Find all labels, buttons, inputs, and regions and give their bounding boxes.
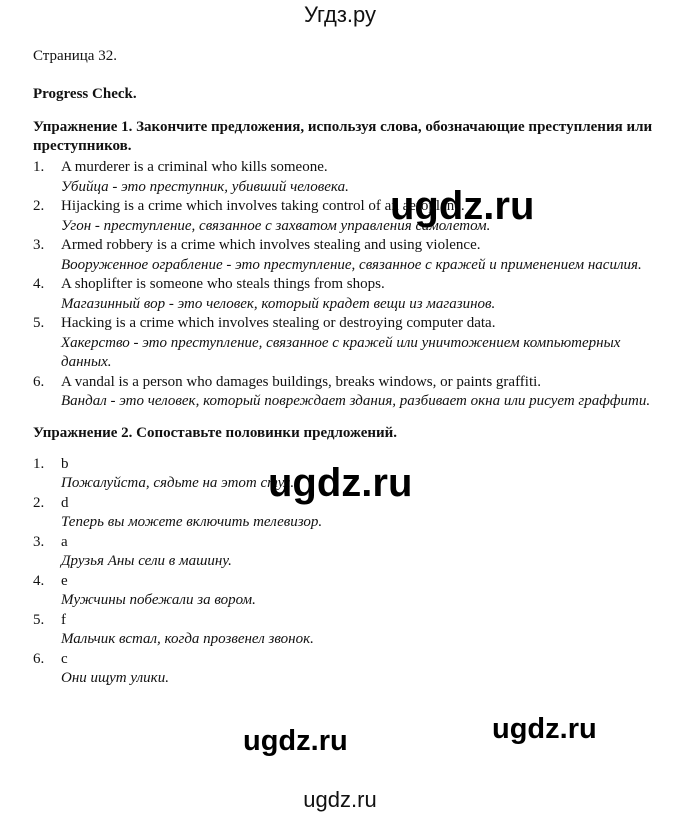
item-number: 3.: [33, 533, 45, 550]
item-translation: Мальчик встал, когда прозвенел звонок.: [61, 631, 314, 647]
exercise-1-heading: Упражнение 1. Закончите предложения, используя слова, обозначающие преступления или преступников.: [33, 119, 653, 154]
item-number: 4.: [33, 276, 45, 292]
list-item: [33, 373, 653, 412]
watermark: ugdz.ru: [390, 184, 535, 228]
item-english: Armed robbery is a crime which involves stealing and using violence.: [61, 237, 481, 253]
item-translation: Вооруженное ограбление - это преступление, связанное с кражей и применением насилия.: [61, 256, 642, 273]
list-item: [33, 533, 653, 572]
item-body: [61, 650, 653, 689]
item-number: 6.: [33, 650, 45, 667]
list-item: [33, 650, 653, 689]
watermark: ugdz.ru: [268, 461, 413, 505]
list-item: [33, 158, 653, 197]
item-translation: Пожалуйста, сядьте на этот стул.: [61, 475, 295, 491]
item-body: [61, 611, 653, 650]
item-body: [61, 275, 653, 314]
item-number: 1.: [33, 159, 45, 175]
list-item: [33, 611, 653, 650]
item-number: 2.: [33, 198, 45, 214]
item-body: [61, 572, 653, 611]
item-body: [61, 373, 653, 412]
item-translation: Убийца - это преступник, убивший человека.: [61, 178, 349, 195]
item-translation: Магазинный вор - это человек, который крадет вещи из магазинов.: [61, 295, 496, 312]
watermark: ugdz.ru: [492, 713, 597, 745]
list-item: [33, 197, 653, 236]
list-item: [33, 314, 653, 373]
item-english: Hijacking is a crime which involves taking control of an aeroplane.: [61, 198, 465, 214]
item-translation: Теперь вы можете включить телевизор.: [61, 514, 323, 530]
item-body: [61, 197, 653, 236]
item-number: 3.: [33, 237, 45, 253]
item-answer: b: [61, 455, 69, 472]
site-footer: ugdz.ru: [303, 787, 377, 812]
section-title: Progress Check.: [33, 86, 137, 102]
item-number: 1.: [33, 455, 45, 472]
item-translation: Они ищут улики.: [61, 670, 169, 686]
item-translation: Угон - преступление, связанное с захватом управления самолетом.: [61, 217, 491, 234]
item-number: 5.: [33, 611, 45, 628]
item-number: 4.: [33, 572, 45, 589]
item-translation: Друзья Аны сели в машину.: [61, 553, 232, 569]
item-number: 5.: [33, 315, 45, 331]
item-english: A shoplifter is someone who steals things from shops.: [61, 276, 385, 292]
list-item: [33, 275, 653, 314]
item-answer: d: [61, 494, 69, 511]
list-item: [33, 236, 653, 275]
item-answer: f: [61, 611, 66, 628]
item-answer: c: [61, 650, 68, 667]
item-english: Hacking is a crime which involves stealing or destroying computer data.: [61, 315, 496, 331]
watermark: ugdz.ru: [243, 725, 348, 757]
item-number: 2.: [33, 494, 45, 511]
item-answer: a: [61, 533, 68, 550]
exercise-1-list: [33, 158, 653, 412]
item-number: 6.: [33, 373, 45, 390]
item-translation: Мужчины побежали за вором.: [61, 592, 256, 608]
item-english: A vandal is a person who damages buildings, breaks windows, or paints graffiti.: [61, 373, 542, 390]
item-body: [61, 158, 653, 197]
item-body: [61, 236, 653, 275]
site-header: Угдз.ру: [303, 2, 377, 27]
item-answer: e: [61, 572, 68, 589]
item-translation: Хакерство - это преступление, связанное с кражей или уничтожением компьютерных данных.: [61, 334, 621, 370]
exercise-2-heading: Упражнение 2. Сопоставьте половинки предложений.: [33, 424, 398, 441]
document-content: [33, 46, 653, 689]
list-item: [33, 572, 653, 611]
item-body: [61, 533, 653, 572]
item-translation: Вандал - это человек, который повреждает здания, разбивает окна или рисует граффити.: [61, 393, 651, 409]
item-body: [61, 314, 653, 373]
page-number: Страница 32.: [33, 48, 117, 64]
item-english: A murderer is a criminal who kills someone.: [61, 159, 328, 175]
